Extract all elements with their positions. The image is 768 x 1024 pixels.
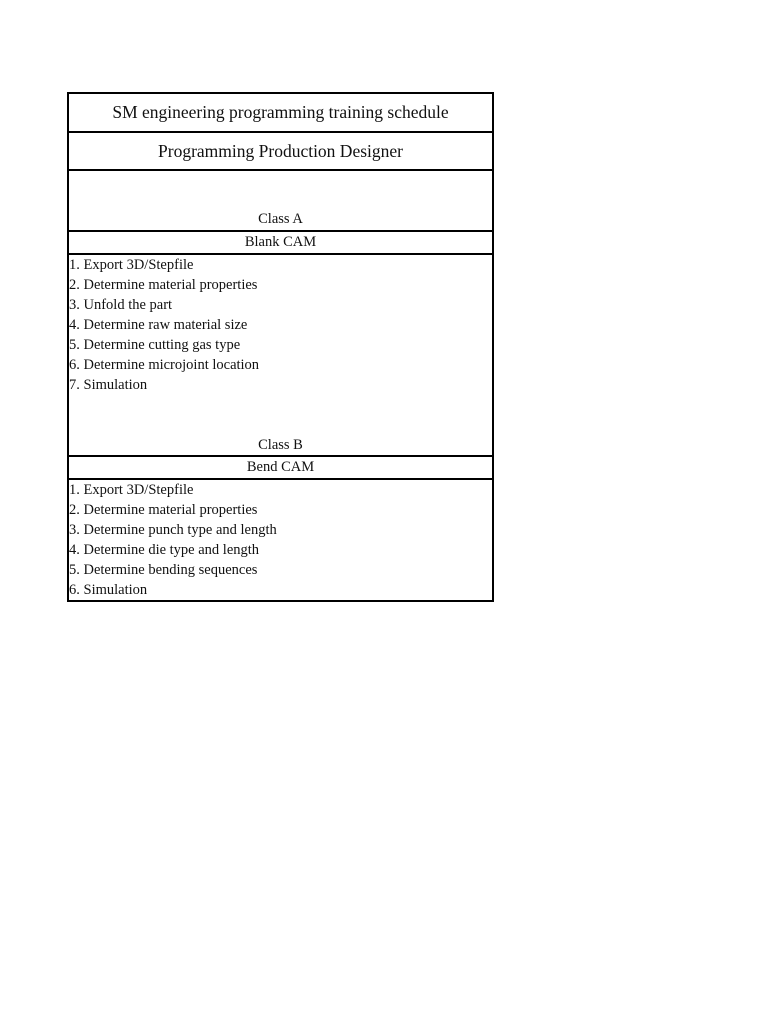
list-item: 6. Simulation (69, 582, 148, 598)
list-item: 5. Determine cutting gas type (69, 337, 241, 353)
class-a-step-list (69, 255, 492, 395)
schedule-title-cell (69, 94, 492, 133)
list-item: 4. Determine die type and length (69, 542, 260, 558)
list-item: 7. Simulation (69, 377, 148, 393)
class-a-label: Class A (258, 211, 303, 227)
class-a-cam-label: Blank CAM (244, 234, 317, 250)
class-b-cam-header (69, 455, 492, 480)
class-a-header (69, 171, 492, 230)
list-item: 3. Determine punch type and length (69, 522, 277, 538)
role-title: Programming Production Designer (158, 140, 403, 161)
class-b-label: Class B (258, 437, 303, 453)
list-item: 1. Export 3D/Stepfile (69, 482, 194, 498)
list-item: 3. Unfold the part (69, 297, 173, 313)
list-item: 6. Determine microjoint location (69, 357, 260, 373)
training-schedule-table (67, 92, 494, 602)
class-b-cam-label: Bend CAM (246, 459, 315, 475)
list-item: 1. Export 3D/Stepfile (69, 257, 194, 273)
list-item: 4. Determine raw material size (69, 317, 248, 333)
class-b-header (69, 395, 492, 455)
role-title-cell (69, 133, 492, 171)
list-item: 2. Determine material properties (69, 502, 258, 518)
schedule-title: SM engineering programming training schedule (112, 102, 449, 122)
list-item: 5. Determine bending sequences (69, 562, 258, 578)
class-a-cam-header (69, 230, 492, 255)
list-item: 2. Determine material properties (69, 277, 258, 293)
class-b-step-list (69, 480, 492, 600)
